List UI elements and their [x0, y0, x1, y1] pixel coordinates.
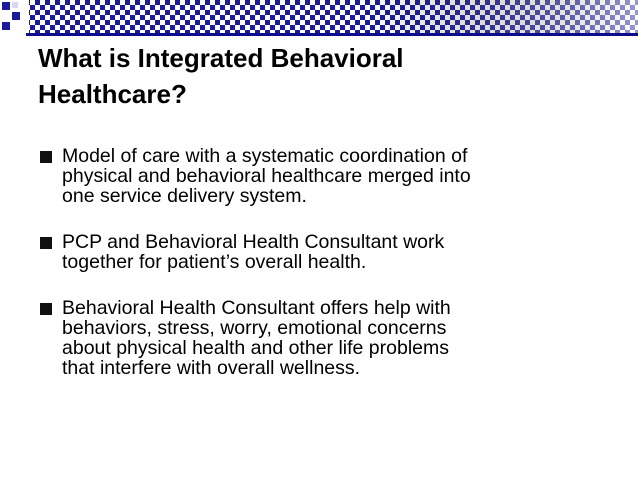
square-bullet-icon [40, 151, 52, 163]
bullet-text: Behavioral Health Consultant offers help with behaviors, stress, worry, emotional concerns about physical health and other life problems that interfere with overall wellness. [62, 297, 451, 379]
bullet-text: Model of care with a systematic coordination of physical and behavioral healthcare merged into one service delivery system. [62, 145, 471, 207]
square-bullet-icon [40, 237, 52, 249]
square-bullet-icon [40, 303, 52, 315]
bullet-item [40, 298, 600, 378]
title-divider-line [26, 33, 638, 36]
slide-title [38, 40, 598, 112]
bullet-item [40, 146, 600, 206]
slide-title-text: What is Integrated Behavioral Healthcare? [38, 43, 404, 109]
bullet-list [40, 146, 600, 378]
bullet-text: PCP and Behavioral Health Consultant work together for patient’s overall health. [62, 231, 445, 273]
bullet-item [40, 232, 600, 272]
header-band-decoration [0, 0, 638, 36]
header-separator [27, 0, 29, 36]
